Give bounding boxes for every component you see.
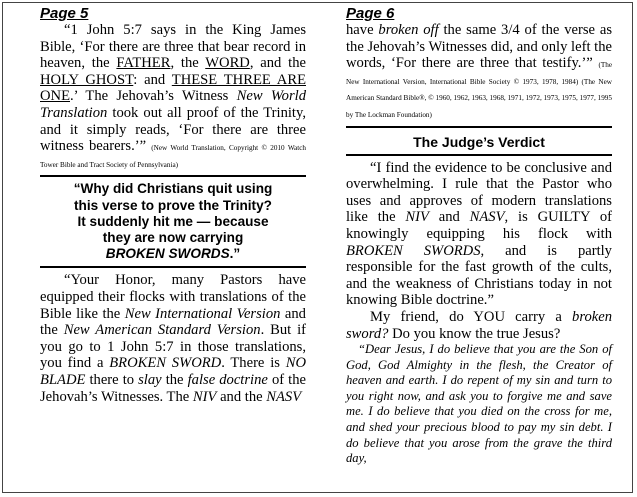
page-5-label: Page 5 [40,5,89,22]
italic-nwt: New World Translation [40,88,306,121]
callout-line: they are now carrying [102,229,244,245]
text-run: , the [170,55,206,72]
text-run: took out all proof of the Trinity, and it simply reads, ‘For there are three witness bearers.’” [40,104,306,155]
text-run: .’ The Jehovah’s Witness [70,88,237,105]
callout-box [40,181,306,262]
underlined-father: FATHER [116,55,171,72]
pastors-paragraph [40,272,306,405]
text-run: : and [133,71,172,88]
text-run: “1 John 5:7 says in the King James Bible, ‘For there are three that bear record in heaven, the [40,22,306,72]
text-run: .” [229,246,241,262]
callout-line: It suddenly hit me — because [77,213,269,229]
text-run: . There is [221,355,286,372]
nwt-citation: (New World Translation, Copyright © 2010 Watch Tower Bible and Tract Society of Pennsylvania) [40,144,307,169]
divider-top [40,175,306,177]
italic-nasv: New American Standard Version [63,322,261,339]
italic-slay: slay [138,371,162,388]
text-run: Do you know the true Jesus? [388,325,561,342]
text-run: of the Jehovah’s Witnesses. The [40,371,306,405]
text-run: , and is partly responsible for the fast growth of the cults, and the weakness of Christians today in not knowing Bible doctrine.” [346,242,612,309]
italic-no-blade: NO BLADE [40,355,306,388]
italic-nasv-abbr: NASV [266,388,302,405]
text-run: “Your Honor, many Pastors have equipped their flocks with translations of the Bible like the [40,272,306,322]
callout-line: “Why did Christians quit using [73,181,273,197]
kjv-quote-paragraph [40,22,306,171]
underlined-holy-ghost: HOLY GHOST [40,71,134,88]
question-paragraph [346,309,612,342]
italic-broken-off: broken off [378,22,439,38]
niv-nasb-citation: (The New International Version, International Bible Society © 1973, 1978, 1984) (The New American Standard Bible®, © 1960, 1962, 1963, 1968, 1971, 1972, 1973, 1975, 1977, 1995 by The Lockman Foundation) [346,61,613,119]
italic-niv: New International Version [124,305,281,322]
text-run: My friend, do YOU carry a [370,308,573,325]
text-run: “I find the evidence to be conclusive and overwhelming. I rule that the Pastor who uses and approves of modern translations like the [346,159,612,226]
prayer-paragraph: “Dear Jesus, I do believe that you are the Son of God, God Almighty in the flesh, the Creator of heaven and earth. I do repent of my sin and turn to you right now, and ask you to forgive me and save me. I do believe that you died on the cross for me, and shed your precious blood to pay my sin debt. I do believe that you arose from the grave the third day, [346,342,612,466]
text-run: , is GUILTY of knowingly equipping his flock with [346,209,612,242]
italic-broken-swords: BROKEN SWORDS [346,242,481,259]
page-6-column [346,5,612,467]
section-heading: The Judge’s Verdict [413,133,545,150]
text-run: the [161,371,188,388]
text-run: the same 3/4 of the verse as the Jehovah’s Witnesses did, and only left the words, ‘For there are three that testify.’” [346,22,613,72]
text-run: and the [216,388,267,405]
text-run: have [346,22,379,38]
italic-nasv: NASV [469,209,505,226]
text-run: and the [40,305,306,339]
italic-broken-sword: broken sword? [346,308,612,342]
document-page [2,2,633,493]
italic-broken-sword: BROKEN SWORD [109,355,222,372]
divider-top [346,126,612,128]
text-run: , and the [249,55,306,72]
callout-emphasis: BROKEN SWORDS [105,246,230,262]
divider-bottom [40,266,306,268]
callout-line: this verse to prove the Trinity? [74,197,272,213]
text-run: and [428,209,470,226]
verdict-paragraph [346,160,612,309]
text-run: there to [85,371,139,388]
broken-off-paragraph [346,22,612,122]
italic-niv: NIV [405,209,429,226]
page-6-label: Page 6 [346,5,395,22]
text-run: . But if you go to 1 John 5:7 in those translations, you find a [40,322,306,372]
underlined-three-are-one: THESE THREE ARE ONE [40,71,306,105]
italic-niv-abbr: NIV [192,388,217,405]
page-5-column [40,5,306,405]
callout-line [40,246,306,262]
italic-false-doctrine: false doctrine [187,371,268,388]
divider-bottom [346,154,612,156]
underlined-word: WORD [205,55,250,72]
